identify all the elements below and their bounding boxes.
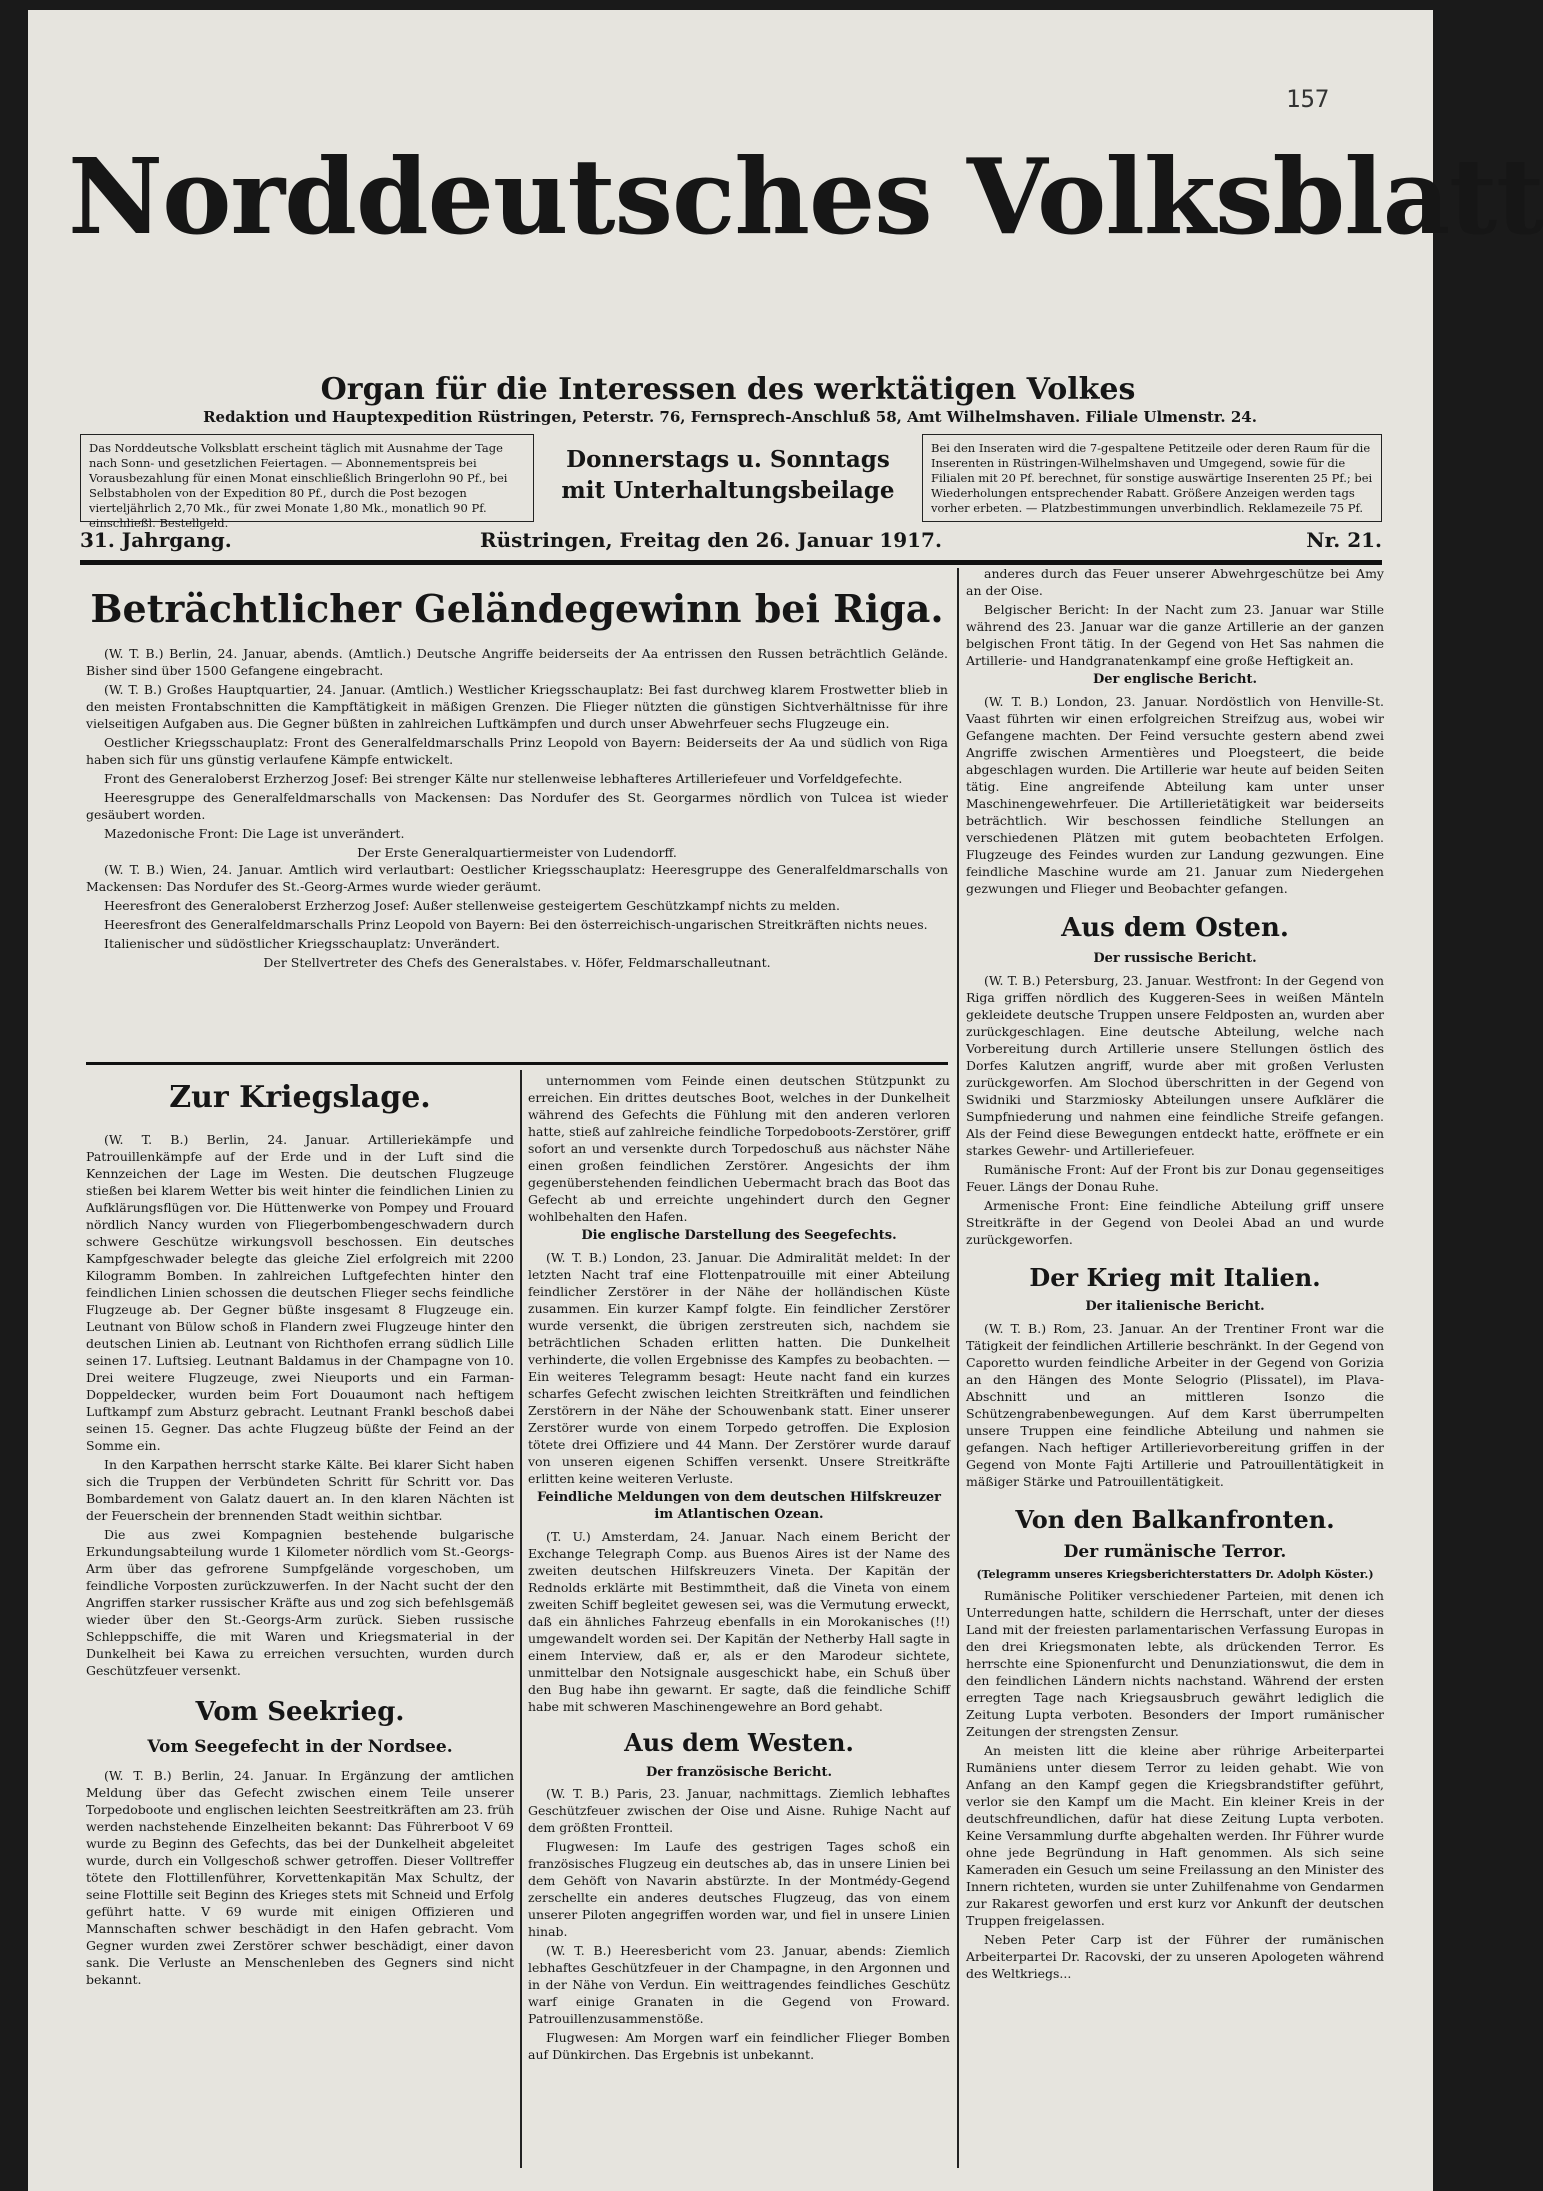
col2-paragraph: unternommen vom Feinde einen deutschen Stützpunkt zu erreichen. Ein drittes deutsches Boot, welches in der Dunkelheit während des Gefechts die Fühlung mit den anderen verloren hatte, stieß auf zahlreiche feindliche Torpedoboots-Zerstörer, griff sofort an und versenkte durch Torpedoschuß aus nächster Nähe einen großen feindlichen Zerstörer. Angesichts der ihm gegenüberstehenden feindlichen Uebermacht brach das Boot das Gefecht ab und erreichte ungehindert durch den Gegner wohlbehalten den Hafen. [528,1073,950,1224]
col3-paragraph: Rumänische Front: Auf der Front bis zur Donau gegenseitiges Feuer. Längs der Donau Ruhe. [966,1161,1384,1194]
masthead-subtitle: Organ für die Interessen des werktätigen Volkes [320,372,1136,407]
lead-paragraph: Front des Generaloberst Erzherzog Josef: Bei strenger Kälte nur stellenweise lebhafteres Artilleriefeuer und Vorfeldgefechte. [104,771,903,786]
col2-paragraph: (W. T. B.) Heeresbericht vom 23. Januar, abends: Ziemlich lebhaftes Geschützfeuer in der Champagne, in den Argonnen und in der Nähe von Verdun. Ein weittragendes feindliches Geschütz warf einige Granaten in die Gegend von Froward. Patrouillenzusammenstöße. [528,1943,950,2027]
col2-subhead: Die englische Darstellung des Seegefechts. [581,1228,897,1243]
col3-paragraph: (W. T. B.) Rom, 23. Januar. An der Trentiner Front war die Tätigkeit der feindlichen Artillerie beschränkt. In der Gegend von Caporetto wurden feindliche Arbeiter in der Gegend von Gorizia an den Hängen des Monte Selogrio (Plissatel), im Plava-Abschnitt und an mittleren Isonzo die Schützengrabenbewegungen. Auf dem Karst überrumpelten unsere Truppen eine feindliche Abteilung und nahmen sie gefangen. Nach heftiger Artillerievorbereitung griffen in der Gegend von Monte Fajti Artillerie und Patrouillentätigkeit in mäßiger Stärke und Patrouillentätigkeit. [966,1321,1384,1489]
lead-headline: Beträchtlicher Geländegewinn bei Riga. [90,586,944,631]
lead-bottom-rule [86,1062,948,1065]
col1-headline-2: Vom Seekrieg. [195,1696,405,1727]
column-rule [520,1070,522,2168]
column-3 [966,565,1384,2182]
dateline [80,528,1382,556]
col2-paragraph: Flugwesen: Im Laufe des gestrigen Tages schoß ein französisches Flugzeug ein deutsches ab, das in unsere Linien bei dem Gehöft von Navarin abstürzte. In der Montmédy-Gegend zerschellte ein anderes deutsches Flugzeug, das von einem unserer Piloten angegriffen worden war, und fiel in unsere Linien hinab. [528,1839,950,1940]
col3-paragraph: Neben Peter Carp ist der Führer der rumänischen Arbeiterpartei Dr. Racovski, der zu unseren Apologeten während des Weltkriegs... [966,1931,1384,1981]
lead-article [86,572,948,1062]
col3-headline: Von den Balkanfronten. [1015,1505,1335,1534]
col3-subhead: Der italienische Bericht. [1085,1299,1265,1315]
lead-paragraph: Italienischer und südöstlicher Kriegsschauplatz: Unverändert. [104,936,500,951]
advertising-info-box: Bei den Inseraten wird die 7-gespaltene Petitzeile oder deren Raum für die Inserenten in Rüstringen-Wilhelmshaven und Umgegend, sowie für die Filialen mit 20 Pf. berechnet, für sonstige auswärtige Inserenten 25 Pf.; bei Wiederholungen entsprechender Rabatt. Größere Anzeigen werden tags vorher erbeten. — Platzbestimmungen unverbindlich. Reklamezeile 75 Pf. [922,434,1382,522]
col3-subhead: Der englische Bericht. [1092,672,1258,687]
col1-paragraph: (W. T. B.) Berlin, 24. Januar. Artilleriekämpfe und Patrouillenkämpfe auf der Erde und in der Luft sind die Kennzeichen der Lage im Westen. Die deutschen Flugzeuge stießen bei klarem Wetter bis weit hinter die feindlichen Linien zu Aufklärungsflügen vor. Die Hüttenwerke von Pompey und Frouard nördlich Nancy wurden von Fliegerbombengeschwadern durch schwere Geschütze wirkungsvoll beschossen. Ein deutsches Kampfgeschwader belegte das gleiche Ziel erfolgreich mit 2200 Kilogramm Bomben. In zahlreichen Luftgefechten hinter den feindlichen Linien schossen die deutschen Flieger sechs feindliche Flugzeuge ab. Der Gegner büßte insgesamt 8 Flugzeuge ein. Leutnant von Bülow schoß in Flandern zwei Flugzeuge hinter den deutschen Linien ab. Leutnant von Richthofen errang südlich Lille seinen 17. Luftsieg. Leutnant Baldamus in der Champagne von 10. Drei weitere Flugzeuge, zwei Nieuports und ein Farman-Doppeldecker, wurden beim Fort Douaumont nach heftigem Luftkampf zum Absturz gebracht. Leutnant Frankl beschoß dabei seinen 15. Gegner. Das achte Flugzeug büßte der Feind an der Somme ein. [86,1131,514,1453]
lead-signature-2: Der Stellvertreter des Chefs des Generalstabes. v. Höfer, Feldmarschalleutnant. [263,955,771,970]
col3-subhead: Der rumänische Terror. [1063,1541,1287,1562]
lead-paragraph: (W. T. B.) Berlin, 24. Januar, abends. (Amtlich.) Deutsche Angriffe beiderseits der Aa entrissen den Russen beträchtlich Gelände. Bisher sind über 1500 Gefangene eingebracht. [86,646,948,678]
col3-paragraph: (W. T. B.) Petersburg, 23. Januar. Westfront: In der Gegend von Riga griffen nördlich des Kuggeren-Sees in weißen Mänteln gekleidete deutsche Truppen unsere Feldposten an, wurden aber zurückgeschlagen. Eine deutsche Abteilung, welche nach Vorbereitung durch Artillerie unsere Stellungen östlich des Dorfes Kalutzen angriff, wurde aber mit großen Verlusten zurückgeworfen. Am Slochod überschritten in der Gegend von Swidniki und Starzmiosky Abteilungen unsere Aufklärer die Sumpfniederung und nahmen eine feindliche Streife gefangen. Als der Feind diese Bewegungen entdeckt hatte, eröffnete er ein starkes Gewehr- und Artilleriefeuer. [966,972,1384,1158]
masthead-title: Norddeutsches Volksblatt [68,135,1543,258]
lead-paragraph: Oestlicher Kriegsschauplatz: Front des Generalfeldmarschalls Prinz Leopold von Bayern: Beiderseits der Aa und südlich von Riga haben sich für uns günstig verlaufene Kämpfe entwickelt. [86,735,948,767]
issue-number: Nr. 21. [1306,528,1382,552]
subscription-info-box: Das Norddeutsche Volksblatt erscheint täglich mit Ausnahme der Tage nach Sonn- und gesetzlichen Feiertagen. — Abonnementspreis bei Vorausbezahlung für einen Monat einschließlich Bringerlohn 90 Pf., bei Selbstabholen von der Expedition 80 Pf., durch die Post bezogen vierteljährlich 2,70 Mk., für zwei Monate 1,80 Mk., monatlich 90 Pf. einschließl. Bestellgeld. [80,434,534,522]
col2-paragraph: (W. T. B.) London, 23. Januar. Die Admiralität meldet: In der letzten Nacht traf eine Flottenpatrouille mit einer Abteilung feindlicher Zerstörer in der Nähe der holländischen Küste zusammen. Ein kurzer Kampf folgte. Ein feindlicher Zerstörer wurde versenkt, die übrigen zerstreuten sich, nachdem sie beträchtlichen Schaden erlitten hatten. Die Dunkelheit verhinderte, die vollen Ergebnisse des Kampfes zu beobachten. — Ein weiteres Telegramm besagt: Heute nacht fand ein kurzes scharfes Gefecht zwischen leichten Streitkräften und feindlichen Zerstörern in der Nähe der Schouwenbank statt. Einer unserer Zerstörer wurde von einem Torpedo getroffen. Die Explosion tötete drei Offiziere und 44 Mann. Der Zerstörer wurde darauf von unseren eigenen Schiffen versenkt. Unsere Streitkräfte erlitten keine weiteren Verluste. [528,1249,950,1486]
lead-paragraph: Heeresgruppe des Generalfeldmarschalls von Mackensen: Das Nordufer des St. Georgarmes nördlich von Tulcea ist wieder gesäubert worden. [86,790,948,822]
masthead-address: Redaktion und Hauptexpedition Rüstringen, Peterstr. 76, Fernsprech-Anschluß 58, Amt Wilhelmshaven. Filiale Ulmenstr. 24. [203,408,1257,426]
column-1 [86,1072,514,2182]
col3-paragraph: Belgischer Bericht: In der Nacht zum 23. Januar war Stille während des 23. Januar war die ganze Artillerie an der ganzen belgischen Front tätig. In der Gegend von Het Sas nahmen die Artillerie- und Handgranatenkampf eine große Heftigkeit an. [966,602,1384,668]
col2-subhead: Der französische Bericht. [646,1764,832,1780]
col3-paragraph: An meisten litt die kleine aber rührige Arbeiterpartei Rumäniens unter diesem Terror zu leiden gehabt. Wie von Anfang an den Kampf gegen die Kriegsbrandstifter geführt, verlor sie den Kampf um die Macht. Ein kleiner Kreis in der deutschfreundlichen, dafür hat diese Zeitung Lupta verboten. Keine Versammlung durfte abgehalten werden. Ihr Führer wurde ohne jede Begründung in Haft genommen. Als sich seine Kameraden ein Gesuch um seine Freilassung an den Minister des Innern richteten, wurden sie unter Zuhilfenahme von Gendarmen zur Rakarest geworfen und erst kurz vor Ankunft der deutschen Truppen freigelassen. [966,1742,1384,1928]
lead-signature: Der Erste Generalquartiermeister von Ludendorff. [357,845,677,860]
col3-paragraph: (W. T. B.) London, 23. Januar. Nordöstlich von Henville-St. Vaast führten wir einen erfolgreichen Streifzug aus, wobei wir Gefangene machten. Der Feind versuchte gestern abend zwei Angriffe zwischen Armentières und Ploegsteert, die beide abgeschlagen wurden. Die Artillerie war heute auf beiden Seiten tätig. Eine angreifende Abteilung kam unter unser Maschinengewehrfeuer. Die Artillerietätigkeit war beiderseits beträchtlich. Wir beschossen feindliche Stellungen an verschiedenen Plätzen mit gutem beobachteten Erfolgen. Flugzeuge des Feindes wurden zur Landung gezwungen. Eine feindliche Maschine wurde am 21. Januar zum Niedergehen gezwungen und Flieger und Beobachter gefangen. [966,693,1384,896]
col3-headline: Aus dem Osten. [1061,912,1289,943]
newspaper-page [28,10,1543,2191]
col3-paragraph: anderes durch das Feuer unserer Abwehrgeschütze bei Amy an der Oise. [966,566,1384,598]
supplement-line-2: mit Unterhaltungsbeilage [561,477,895,505]
lead-paragraph: Heeresfront des Generaloberst Erzherzog Josef: Außer stellenweise gesteigertem Geschützkampf nichts zu melden. [104,898,840,913]
column-2 [528,1072,950,2182]
col2-paragraph: Flugwesen: Am Morgen warf ein feindlicher Flieger Bomben auf Dünkirchen. Das Ergebnis ist unbekannt. [528,2030,950,2063]
col3-paragraph: Armenische Front: Eine feindliche Abteilung griff unsere Streitkräfte in der Gegend von Deolei Abad an und wurde zurückgeworfen. [966,1197,1384,1247]
col3-subhead: Der russische Bericht. [1093,951,1257,967]
col1-paragraph: In den Karpathen herrscht starke Kälte. Bei klarer Sicht haben sich die Truppen der Verbündeten Schritt für Schritt vor. Das Bombardement von Galatz dauert an. In den klaren Nächten ist der Feuerschein der brennenden Stadt weithin sichtbar. [86,1456,514,1523]
col1-subhead: Vom Seegefecht in der Nordsee. [147,1737,453,1758]
col3-subhead-note: (Telegramm unseres Kriegsberichterstatters Dr. Adolph Köster.) [976,1567,1374,1581]
col2-paragraph: (W. T. B.) Paris, 23. Januar, nachmittags. Ziemlich lebhaftes Geschützfeuer zwischen der Oise und Aisne. Ruhige Nacht auf dem größten Frontteil. [528,1786,950,1836]
page-folio-number: 157 [1286,85,1330,113]
col3-paragraph: Rumänische Politiker verschiedener Parteien, mit denen ich Unterredungen hatte, schildern die Herrschaft, unter der dieses Land mit der freiesten parlamentarischen Verfassung Europas in den drei Kriegsmonaten lebte, als drückenden Terror. Es herrschte eine Spionenfurcht und Denunziationswut, die dem in den feindlichen Ländern nichts nachstand. Während der ersten erregten Tage nach Kriegsausbruch gewährt lediglich die Zeitung Lupta verboten. Besonders der Import rumänischer Zeitungen der strengsten Zensur. [966,1587,1384,1739]
col2-subhead: Feindliche Meldungen von dem deutschen Hilfskreuzer im Atlantischen Ozean. [537,1489,941,1523]
issue-date: Rüstringen, Freitag den 26. Januar 1917. [480,528,942,552]
lead-paragraph: Heeresfront des Generalfeldmarschalls Prinz Leopold von Bayern: Bei den österreichisch-ungarischen Streitkräften nichts neues. [104,917,928,932]
supplement-line-1: Donnerstags u. Sonntags [566,446,890,473]
col2-paragraph: (T. U.) Amsterdam, 24. Januar. Nach einem Bericht der Exchange Telegraph Comp. aus Buenos Aires ist der Name des zweiten deutschen Hilfskreuzers Vineta. Der Kapitän der Rednolds erklärte mit Bestimmtheit, daß die Vineta von einem zweiten Schiff begleitet gewesen sei, was die Vermutung erweckt, daß ein ähnliches Fahrzeug ebenfalls in ein Morokanisches (!!) umgewandelt worden sei. Der Kapitän der Netherby Hall sagte in einem Interview, daß er, als er den Marodeur sichtete, unmittelbar den Notsignale ausgeschickt habe, ein Schuß über den Bug habe ihn gewarnt. Er sagte, daß die feindliche Schiff habe mit schweren Maschinengewehre an Bord gehabt. [528,1529,950,1715]
col1-headline: Zur Kriegslage. [169,1080,431,1115]
col1-paragraph: (W. T. B.) Berlin, 24. Januar. In Ergänzung der amtlichen Meldung über das Gefecht zwischen einem Teile unserer Torpedoboote und englischen leichten Seestreitkräften am 23. früh werden nachstehende Einzelheiten bekannt: Das Führerboot V 69 wurde zu Beginn des Gefechts, das bei der Dunkelheit abgeleitet wurde, durch ein Vollgeschoß schwer getroffen. Dieser Volltreffer tötete den Flottillenführer, Korvettenkapitän Max Schultz, der seine Flottille seit Beginn des Krieges stets mit Schneid und Erfolg geführt hatte. V 69 wurde mit einigen Offizieren und Mannschaften schwer beschädigt in den Hafen gebracht. Vom Gegner wurden zwei Zerstörer schwer beschädigt, einer davon sank. Die Verluste an Menschenleben des Gegners sind nicht bekannt. [86,1768,514,1988]
lead-paragraph: (W. T. B.) Großes Hauptquartier, 24. Januar. (Amtlich.) Westlicher Kriegsschauplatz: Bei fast durchweg klarem Frostwetter blieb in den meisten Frontabschnitten die Kampftätigkeit in mäßigen Grenzen. Die Flieger nützten die günstigen Sichtverhältnisse für ihre vielseitigen Aufgaben aus. Die Gegner büßten in zahlreichen Luftkämpfen und durch unser Abwehrfeuer sechs Flugzeuge ein. [86,682,948,731]
col1-paragraph: Die aus zwei Kompagnien bestehende bulgarische Erkundungsabteilung wurde 1 Kilometer nördlich vom St.-Georgs-Arm über das gefrorene Sumpfgelände vorgeschoben, um feindliche Vorposten zurückzuwerfen. In der Nacht sucht der den Angriffen starker russischer Kräfte aus und zog sich befehlsgemäß wieder über den St.-Georgs-Arm zurück. Sieben russische Schleppschiffe, die mit Waren und Kriegsmaterial in der Dunkelheit bei Kawa zu erreichen versuchten, wurden durch Geschützfeuer versenkt. [86,1526,514,1678]
column-rule [957,568,959,2168]
volume-number: 31. Jahrgang. [80,528,232,552]
col3-headline: Der Krieg mit Italien. [1029,1262,1321,1292]
lead-paragraph: (W. T. B.) Wien, 24. Januar. Amtlich wird verlautbart: Oestlicher Kriegsschauplatz: Heeresgruppe des Generalfeldmarschalls von Mackensen: Das Nordufer des St.-Georg-Armes wurde wieder geräumt. [86,862,948,894]
lead-paragraph: Mazedonische Front: Die Lage ist unverändert. [104,826,405,841]
supplement-notice [540,432,916,524]
col2-headline: Aus dem Westen. [624,1728,854,1758]
